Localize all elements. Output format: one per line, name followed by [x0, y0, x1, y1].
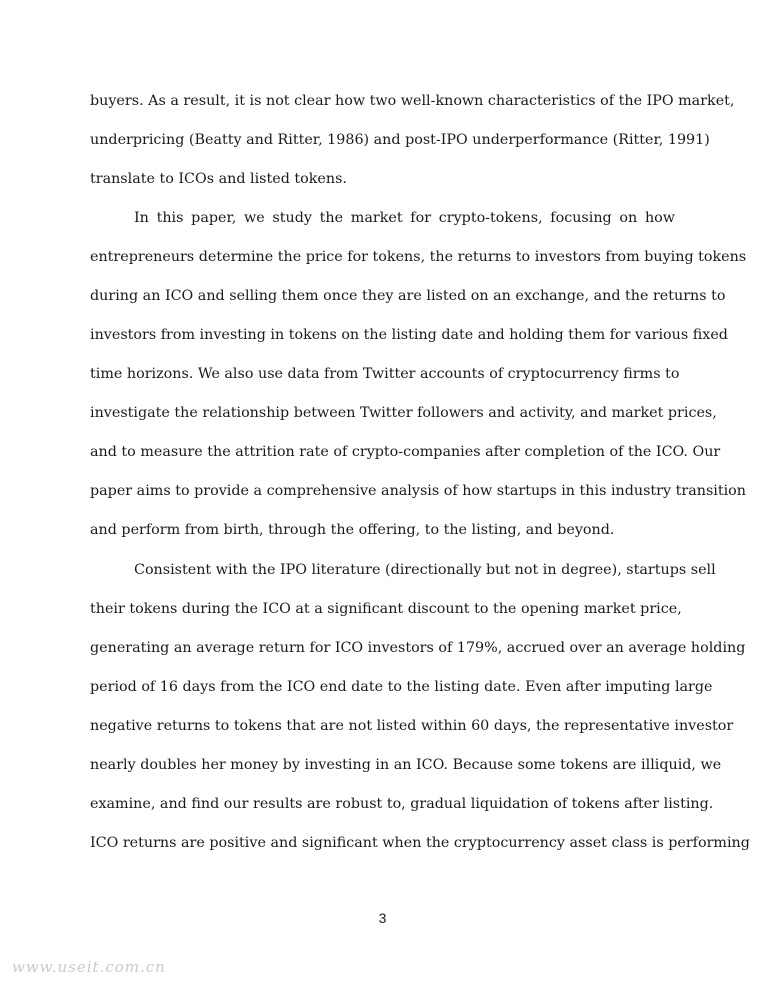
text-line: paper aims to provide a comprehensive analysis of how startups in this industry transition — [90, 483, 746, 499]
text-line: examine, and find our results are robust to, gradual liquidation of tokens after listing. — [90, 796, 714, 812]
text-line: buyers. As a result, it is not clear how two well-known characteristics of the IPO market, — [90, 93, 735, 109]
text-line: entrepreneurs determine the price for tokens, the returns to investors from buying tokens — [90, 249, 747, 265]
text-line: their tokens during the ICO at a significant discount to the opening market price, — [90, 601, 682, 617]
text-line: investors from investing in tokens on the listing date and holding them for various fixed — [90, 327, 728, 343]
text-line: investigate the relationship between Twitter followers and activity, and market prices, — [90, 405, 717, 421]
text-line: negative returns to tokens that are not listed within 60 days, the representative investor — [90, 718, 734, 734]
watermark: www.useit.com.cn — [12, 958, 166, 976]
text-line: translate to ICOs and listed tokens. — [90, 171, 347, 187]
text-line: during an ICO and selling them once they are listed on an exchange, and the returns to — [90, 288, 726, 304]
text-line: nearly doubles her money by investing in an ICO. Because some tokens are illiquid, we — [90, 757, 722, 773]
text-line: ICO returns are positive and significant when the cryptocurrency asset class is performing — [90, 835, 750, 851]
text-line: generating an average return for ICO investors of 179%, accrued over an average holding — [90, 640, 746, 656]
text-line: and to measure the attrition rate of crypto-companies after completion of the ICO. Our — [90, 444, 721, 460]
paragraph-first-line: In this paper, we study the market for crypto-tokens, focusing on how — [134, 210, 675, 226]
text-line: time horizons. We also use data from Twitter accounts of cryptocurrency firms to — [90, 366, 680, 382]
text-line: underpricing (Beatty and Ritter, 1986) and post-IPO underperformance (Ritter, 1991) — [90, 132, 710, 148]
text-line: period of 16 days from the ICO end date to the listing date. Even after imputing large — [90, 679, 713, 695]
text-line: and perform from birth, through the offering, to the listing, and beyond. — [90, 522, 615, 538]
page-number: 3 — [378, 910, 387, 926]
paragraph-first-line: Consistent with the IPO literature (directionally but not in degree), startups sell — [134, 562, 716, 578]
